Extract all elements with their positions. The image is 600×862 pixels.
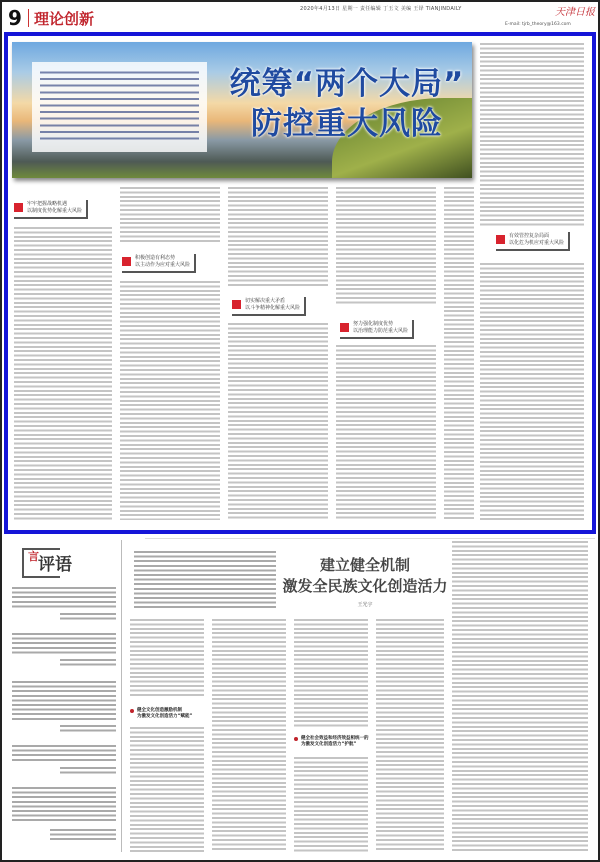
- subhead-line: 健全社会效益和经济效益相统一的: [301, 736, 369, 741]
- text-column: [376, 618, 444, 852]
- text-column: [120, 186, 220, 242]
- red-square-icon: [122, 257, 131, 266]
- article-subhead: [130, 708, 210, 720]
- commentary-attribution: [60, 724, 116, 734]
- text-column: [336, 186, 436, 304]
- red-dot-icon: [130, 709, 134, 713]
- text-column: [228, 186, 328, 286]
- article-byline: 王光宇: [357, 602, 373, 608]
- commentary-title: 评语: [38, 555, 72, 575]
- commentary-quote: [12, 680, 116, 720]
- text-column: [130, 726, 204, 852]
- banner-title: [227, 64, 467, 144]
- subhead-line: 以化危为机应对重大风险: [509, 240, 565, 246]
- text-column: [480, 262, 584, 520]
- commentary-quote: [12, 744, 116, 762]
- commentary-attribution: [50, 828, 116, 842]
- article-title: [282, 555, 448, 597]
- newspaper-logo: 天津日报: [555, 7, 595, 18]
- subhead: [496, 232, 570, 251]
- feature-banner: [12, 42, 472, 178]
- column-divider: [121, 540, 122, 852]
- text-column: [212, 618, 286, 852]
- subhead-line: 为激发文化创造活力“赋能”: [137, 714, 193, 719]
- subhead-line: 为激发文化创造活力“护航”: [301, 742, 357, 747]
- commentary-logo-mark: 言: [28, 550, 39, 563]
- commentary-quote: [12, 786, 116, 822]
- article-lead: [134, 550, 276, 608]
- header-divider: [28, 9, 29, 27]
- commentary-attribution: [60, 612, 116, 622]
- commentary-quote: [12, 586, 116, 608]
- red-square-icon: [340, 323, 349, 332]
- dateline: 2020年4月13日 星期一 责任编辑 丁玉文 美编 王铎 TIANJINDAILY: [300, 6, 462, 12]
- intro-text: [40, 70, 199, 144]
- subhead-line: 牢牢把握战略机遇: [27, 201, 68, 207]
- red-square-icon: [232, 300, 241, 309]
- red-square-icon: [14, 203, 23, 212]
- subhead-line: 健全文化创造激励机制: [137, 708, 182, 713]
- article-subhead: [294, 736, 384, 748]
- subhead-line: 切实解决重大矛盾: [245, 298, 286, 304]
- subhead: [14, 200, 88, 219]
- text-column: [294, 756, 368, 852]
- subhead: [340, 320, 414, 339]
- red-dot-icon: [294, 737, 298, 741]
- page-number: 9: [8, 6, 22, 30]
- subhead: [232, 297, 306, 316]
- banner-title-line2: 防控重大风险: [251, 106, 443, 142]
- article-title-line2: 激发全民族文化创造活力: [282, 577, 448, 595]
- text-column: [336, 344, 436, 520]
- section-title: 理论创新: [34, 10, 95, 28]
- subhead-line: 有效管控复杂局面: [509, 233, 550, 239]
- commentary-attribution: [60, 766, 116, 776]
- red-square-icon: [496, 235, 505, 244]
- subhead-line: 以主动作为应对重大风险: [135, 262, 191, 268]
- text-column: [452, 540, 588, 852]
- text-column: [294, 618, 368, 728]
- text-column: [120, 280, 220, 520]
- text-column: [480, 42, 584, 227]
- text-column: [228, 322, 328, 520]
- text-column: [14, 226, 112, 520]
- subhead-line: 积极创造有利态势: [135, 255, 176, 261]
- text-column: [444, 186, 474, 520]
- email-line: E-mail: tjrb_theory@163.com: [505, 22, 571, 27]
- commentary-quote: [12, 632, 116, 654]
- text-column: [130, 618, 204, 698]
- commentary-attribution: [60, 658, 116, 668]
- subhead-line: 以制度优势化解重大风险: [27, 208, 83, 214]
- article-title-line1: 建立健全机制: [319, 556, 410, 574]
- subhead-line: 以斗争精神化解重大风险: [245, 305, 301, 311]
- banner-title-line1: 统筹“两个大局”: [229, 66, 465, 102]
- banner-intro-box: [32, 62, 207, 152]
- subhead-line: 以治理能力防范重大风险: [353, 328, 409, 334]
- subhead: [122, 254, 196, 273]
- top-rule: [145, 538, 595, 539]
- subhead-line: 努力强化制度优势: [353, 321, 394, 327]
